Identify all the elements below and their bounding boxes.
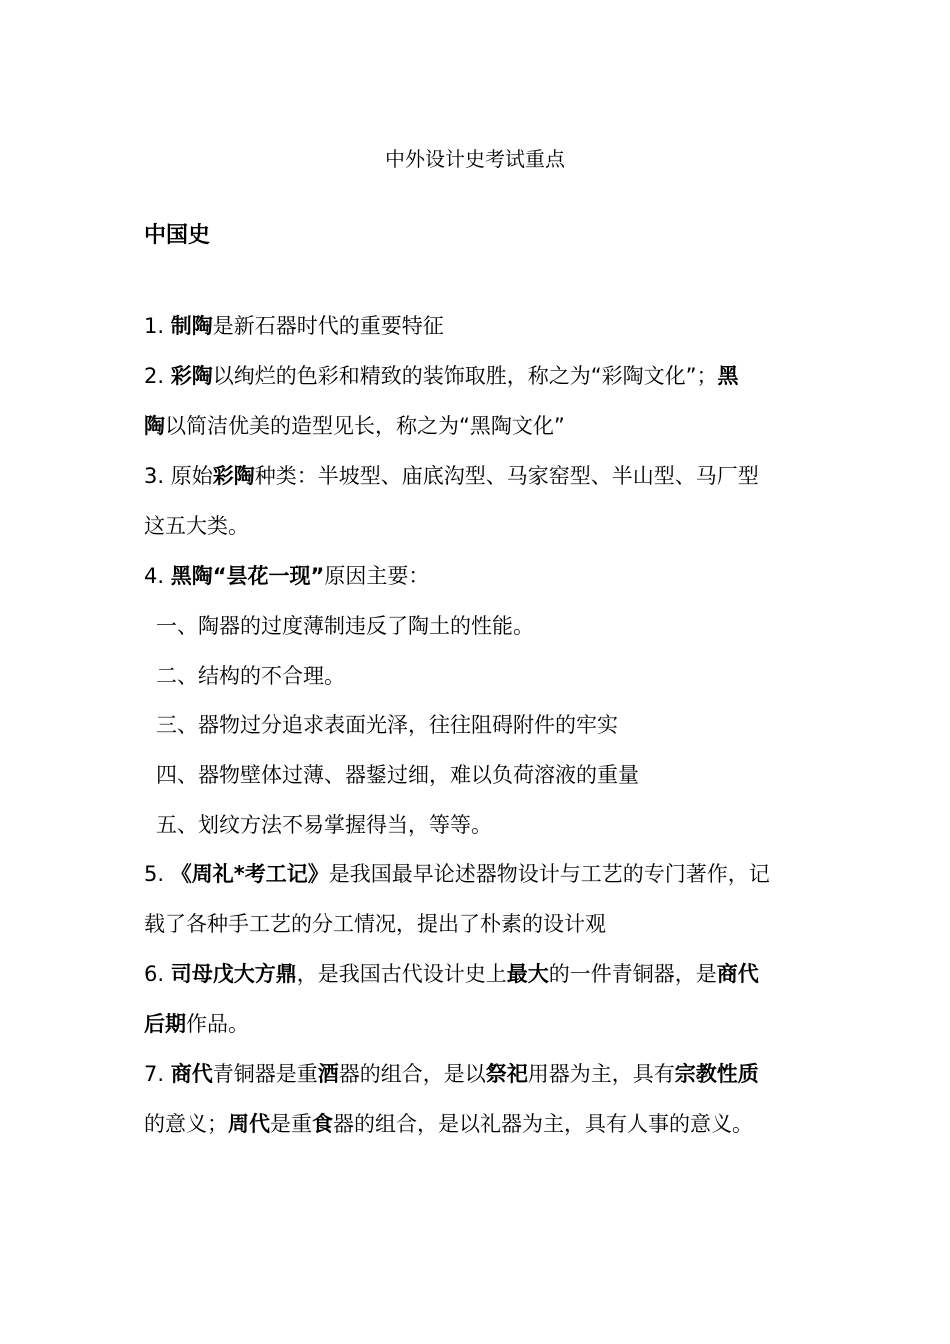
text-segment: 用器为主，具有 (527, 1062, 675, 1086)
bold-text-segment: 最大 (506, 962, 549, 986)
bold-text-segment: 彩陶 (212, 464, 255, 488)
text-segment: 7. (144, 1062, 171, 1086)
text-segment: 1. (144, 314, 171, 338)
text-segment: 4. (144, 564, 171, 588)
bold-text-segment: 商代 (716, 962, 759, 986)
text-segment: 的一件青铜器，是 (548, 962, 717, 986)
list-item-6 (144, 959, 814, 989)
section-heading: 中国史 (144, 223, 211, 248)
text-segment: 作品。 (186, 1012, 249, 1036)
text-segment: 载了各种手工艺的分工情况，提出了朴素的设计观 (144, 912, 606, 936)
list-item-7-continued (144, 1109, 814, 1139)
list-item-2-continued (144, 411, 814, 441)
text-segment: 是我国最早论述器物设计与工艺的专门著作，记 (328, 862, 770, 886)
bold-text-segment: 宗教性质 (674, 1062, 759, 1086)
list-item-1 (144, 311, 814, 341)
sub-item-5: 五、划纹方法不易掌握得当，等等。 (156, 813, 492, 837)
bold-text-segment: 制陶 (170, 314, 213, 338)
text-segment: 以简洁优美的造型见长，称之为“黑陶文化” (165, 414, 565, 438)
text-segment: 青铜器是重 (212, 1062, 318, 1086)
text-segment: ，是我国古代设计史上 (296, 962, 507, 986)
list-item-7 (144, 1059, 814, 1089)
bold-text-segment: 黑 (717, 364, 739, 388)
list-item-3-continued (144, 511, 814, 541)
text-segment: 原因主要： (324, 564, 430, 588)
bold-text-segment: 食 (312, 1112, 333, 1136)
list-item-5-continued (144, 909, 814, 939)
text-segment: 种类：半坡型、庙底沟型、马家窑型、半山型、马厂型 (254, 464, 759, 488)
sub-item-3: 三、器物过分追求表面光泽，往往阻碍附件的牢实 (156, 713, 618, 737)
text-segment: 这五大类。 (144, 514, 249, 538)
sub-item-4: 四、器物壁体过薄、器鋬过细，难以负荷溶液的重量 (156, 763, 639, 787)
list-item-4 (144, 561, 814, 591)
bold-text-segment: 《周礼*考工记》 (170, 862, 329, 886)
list-item-2 (144, 361, 814, 391)
bold-text-segment: 后期 (144, 1012, 186, 1036)
bold-text-segment: 司母戊大方鼎 (170, 962, 297, 986)
sub-item-2: 二、结构的不合理。 (156, 664, 345, 688)
list-item-3 (144, 461, 814, 491)
bold-text-segment: 祭祀 (485, 1062, 528, 1086)
document-title: 中外设计史考试重点 (385, 147, 565, 171)
bold-text-segment: 商代 (170, 1062, 213, 1086)
text-segment: 是重 (270, 1112, 312, 1136)
text-segment: 2. (144, 364, 171, 388)
bold-text-segment: 周代 (228, 1112, 270, 1136)
list-item-6-continued (144, 1009, 814, 1039)
text-segment: 是新石器时代的重要特征 (212, 314, 444, 338)
text-segment: 3. 原始 (144, 464, 213, 488)
bold-text-segment: 酒 (317, 1062, 339, 1086)
bold-text-segment: 彩陶 (170, 364, 213, 388)
bold-text-segment: 陶 (144, 414, 165, 438)
text-segment: 器的组合，是以礼器为主，具有人事的意义。 (333, 1112, 753, 1136)
bold-text-segment: 黑陶“昙花一现” (170, 564, 325, 588)
text-segment: 的意义； (144, 1112, 228, 1136)
text-segment: 以绚烂的色彩和精致的装饰取胜，称之为“彩陶文化”； (212, 364, 718, 388)
text-segment: 器的组合，是以 (338, 1062, 486, 1086)
text-segment: 5. (144, 862, 171, 886)
list-item-5 (144, 859, 814, 889)
sub-item-1: 一、陶器的过度薄制违反了陶土的性能。 (156, 614, 534, 638)
text-segment: 6. (144, 962, 171, 986)
